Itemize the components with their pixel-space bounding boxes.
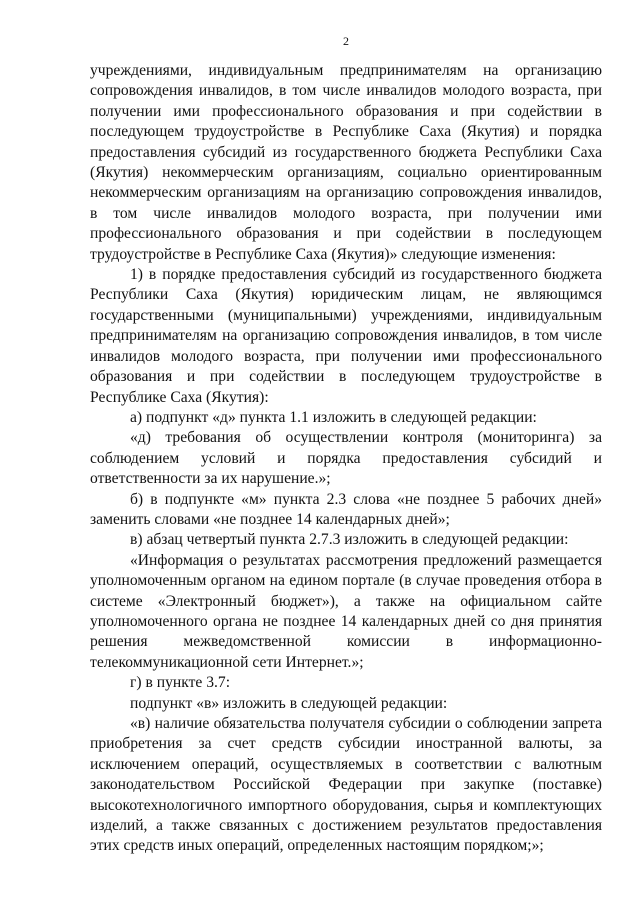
paragraph-quote-v: «в) наличие обязательства получателя субсидии о соблюдении запрета приобретения за счет средств субсидии иностранной валюты, за исключением операций, осуществляемых в соответствии с валютным законодательством Российской Федерации при закупке (поставке) высокотехнологичного импортного оборудования, сырья и комплектующих изделий, а также связанных с достижением результатов предоставления этих средств иных операций, определенных настоящим порядком;»; [90,715,602,855]
paragraph-quote-info: «Информация о результатах рассмотрения предложений размещается уполномоченным органом на едином портале (в случае проведения отбора в системе «Электронный бюджет»), а также на официальном сайте уполномоченного органа не позднее 14 календарных дней со дня принятия решения межведомственной комиссии в информационно-телекоммуникационной сети Интернет.»; [90,551,602,671]
page-number: 2 [343,34,349,48]
paragraph-item-1: 1) в порядке предоставления субсидий из государственного бюджета Республики Саха (Якутия) юридическим лицам, не являющимся государственными (муниципальными) учреждениями, индивидуальным предпринимателям на организацию сопровождения инвалидов, в том числе инвалидов молодого возраста, при получении ими профессионального образования и при содействии в последующем трудоустройстве в Республике Саха (Якутия): [90,266,602,406]
paragraph-continuation: учреждениями, индивидуальным предпринимателям на организацию сопровождения инвалидов, в том числе инвалидов молодого возраста, при получении ими профессионального образования и при содействии в последующем трудоустройстве в Республике Саха (Якутия) и порядка предоставления субсидий из государственного бюджета Республики Саха (Якутия) некоммерческим организациям, социально ориентированным некоммерческим организациям на организацию сопровождения инвалидов, в том числе инвалидов молодого возраста, при получении ими профессионального образования и при содействии в последующем трудоустройстве в Республике Саха (Якутия)» следующие изменения: [90,62,602,263]
paragraph-item-a: а) подпункт «д» пункта 1.1 изложить в следующей редакции: [130,408,537,426]
paragraph-item-v: в) абзац четвертый пункта 2.7.3 изложить в следующей редакции: [130,531,569,549]
paragraph-item-b: б) в подпункте «м» пункта 2.3 слова «не позднее 5 рабочих дней» заменить словами «не позднее 14 календарных дней»; [90,490,602,528]
paragraph-subitem-v: подпункт «в» изложить в следующей редакции: [130,694,448,712]
paragraph-item-g: г) в пункте 3.7: [130,674,231,692]
paragraph-quote-d: «д) требования об осуществлении контроля (мониторинга) за соблюдением условий и порядка предоставления субсидий и ответственности за их нарушение.»; [90,429,602,488]
